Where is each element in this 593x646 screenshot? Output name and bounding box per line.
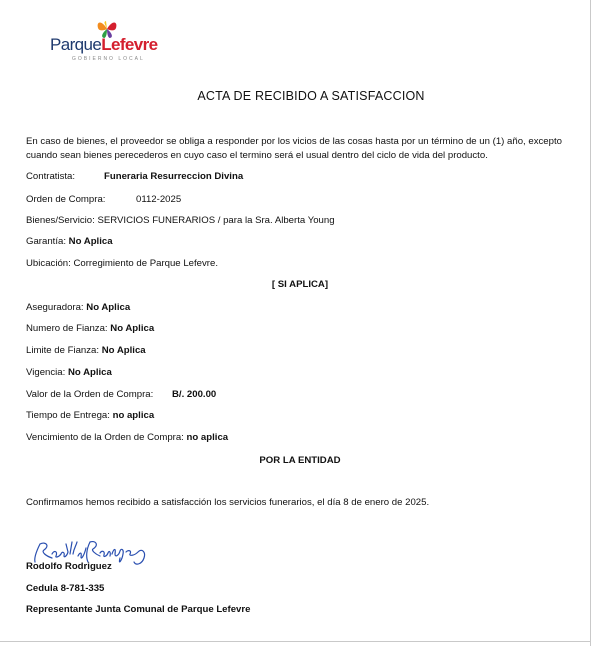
vencimiento-value: no aplica	[186, 432, 229, 443]
valor-row	[26, 389, 217, 400]
vigencia-value: No Aplica	[67, 367, 112, 378]
tiempo-value: no aplica	[112, 410, 155, 421]
valor-label: Valor de la Orden de Compra:	[26, 389, 154, 400]
contratista-label: Contratista:	[26, 171, 76, 182]
vigencia-label: Vigencia:	[26, 367, 66, 378]
vigencia-row	[26, 367, 112, 378]
intro-paragraph: En caso de bienes, el proveedor se obliga a responder por los vicios de las cosas hasta por un término de un (1) año, excepto cuando sean bienes perecederos en cuyo caso el termino será el usual dentro del ciclo de vida del producto.	[26, 136, 562, 161]
fianza-label: Numero de Fianza:	[26, 323, 108, 334]
logo-subtitle: GOBIERNO LOCAL	[72, 56, 145, 62]
si-aplica-heading: [ SI APLICA]	[271, 279, 329, 290]
limite-label: Limite de Fianza:	[26, 345, 100, 356]
aseguradora-value: No Aplica	[86, 302, 131, 313]
parque-lefevre-logo	[50, 18, 180, 64]
valor-value: B/. 200.00	[172, 389, 217, 400]
vencimiento-row	[26, 432, 228, 443]
orden-row	[26, 194, 182, 205]
tiempo-row	[26, 410, 154, 421]
orden-label: Orden de Compra:	[26, 194, 106, 205]
contratista-row	[26, 171, 244, 182]
fianza-value: No Aplica	[110, 323, 155, 334]
confirmation-text: Confirmamos hemos recibido a satisfacción los servicios funerarios, el día 8 de enero de 2025.	[26, 497, 430, 508]
signatory-cedula: Cedula 8-781-335	[26, 583, 105, 594]
ubicacion-row: Ubicación: Corregimiento de Parque Lefevre.	[26, 258, 218, 269]
limite-row	[26, 345, 146, 356]
orden-value: 0112-2025	[136, 194, 182, 205]
vencimiento-label: Vencimiento de la Orden de Compra:	[26, 432, 184, 443]
signatory-role: Representante Junta Comunal de Parque Lefevre	[26, 604, 251, 615]
entidad-heading: POR LA ENTIDAD	[259, 455, 341, 466]
limite-value: No Aplica	[101, 345, 146, 356]
aseguradora-row	[26, 302, 130, 313]
aseguradora-label: Aseguradora:	[26, 302, 84, 313]
garantia-value: No Aplica	[68, 236, 113, 247]
fianza-row	[26, 323, 154, 334]
bienes-row: Bienes/Servicio: SERVICIOS FUNERARIOS / para la Sra. Alberta Young	[26, 215, 335, 226]
tiempo-label: Tiempo de Entrega:	[26, 410, 110, 421]
garantia-row	[26, 236, 113, 247]
document-title: ACTA DE RECIBIDO A SATISFACCION	[197, 89, 425, 103]
contratista-value: Funeraria Resurreccion Divina	[104, 171, 244, 182]
page-border-bottom	[0, 641, 591, 642]
garantia-label: Garantía:	[26, 236, 66, 247]
logo-wordmark: ParqueLefevre	[50, 35, 158, 54]
signatory-name: Rodolfo Rodriguez	[26, 561, 112, 572]
